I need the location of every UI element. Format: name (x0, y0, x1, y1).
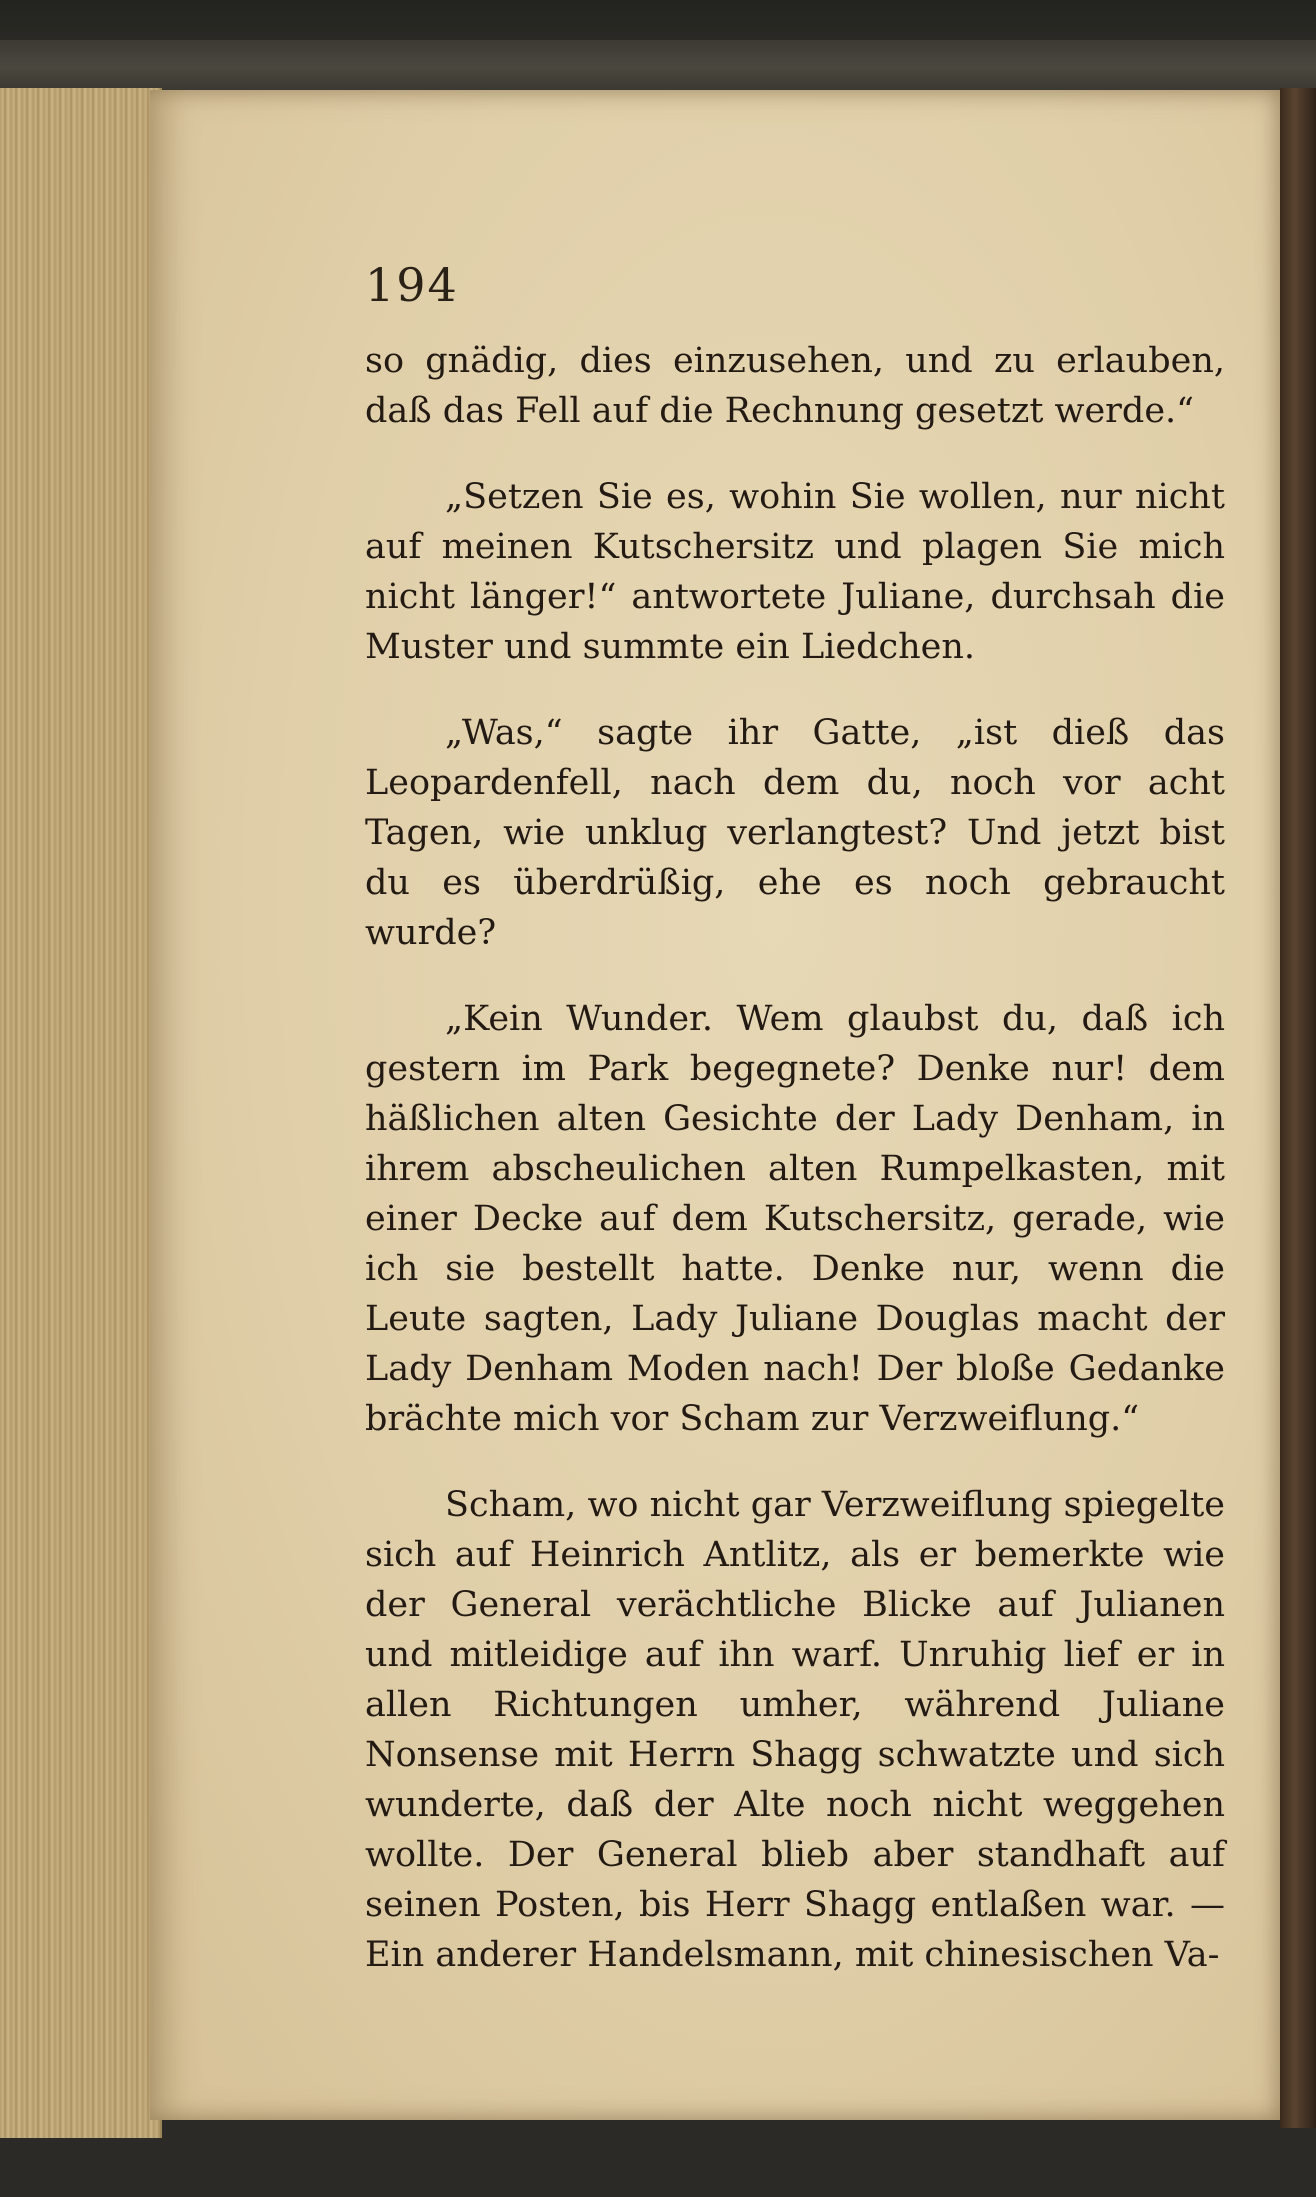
page-number: 194 (365, 258, 459, 312)
page-stack-edge (0, 88, 162, 2138)
paragraph-4: „Kein Wunder. Wem glaubst du, daß ich gestern im Park begegnete? Denke nur! dem häßlichen alten Gesichte der Lady Denham, in ihrem abscheulichen alten Rumpelkasten, mit einer Decke auf dem Kutschersitz, gerade, wie ich sie bestellt hatte. Denke nur, wenn die Leute sagten, Lady Juliane Douglas macht der Lady Denham Moden nach! Der bloße Gedanke brächte mich vor Scham zur Verzweiflung.“ (365, 999, 1225, 1439)
paragraph-5: Scham, wo nicht gar Verzweiflung spiegelte sich auf Heinrich Antlitz, als er bemerkte wie der General verächtliche Blicke auf Julianen und mitleidige auf ihn warf. Unruhig lief er in allen Richtungen umher, während Juliane Nonsense mit Herrn Shagg schwatzte und sich wunderte, daß der Alte noch nicht weggehen wollte. Der General blieb aber standhaft auf seinen Posten, bis Herr Shagg entlaßen war. — Ein anderer Handelsmann, mit chinesischen Va- (365, 1485, 1225, 1975)
book-binding-strip (1280, 88, 1316, 2128)
paragraph-2: „Setzen Sie es, wohin Sie wollen, nur nicht auf meinen Kutschersitz und plagen Sie mich nicht länger!“ antwortete Juliane, durchsah die Muster und summte ein Liedchen. (365, 477, 1225, 667)
page-text (365, 336, 1225, 2016)
paragraph-3: „Was,“ sagte ihr Gatte, „ist dieß das Leopardenfell, nach dem du, noch vor acht Tagen, wie unklug verlangtest? Und jetzt bist du es überdrüßig, ehe es noch gebraucht wurde? (365, 713, 1225, 953)
paragraph-1: so gnädig, dies einzusehen, und zu erlauben, daß das Fell auf die Rechnung gesetzt werde.“ (365, 341, 1225, 431)
